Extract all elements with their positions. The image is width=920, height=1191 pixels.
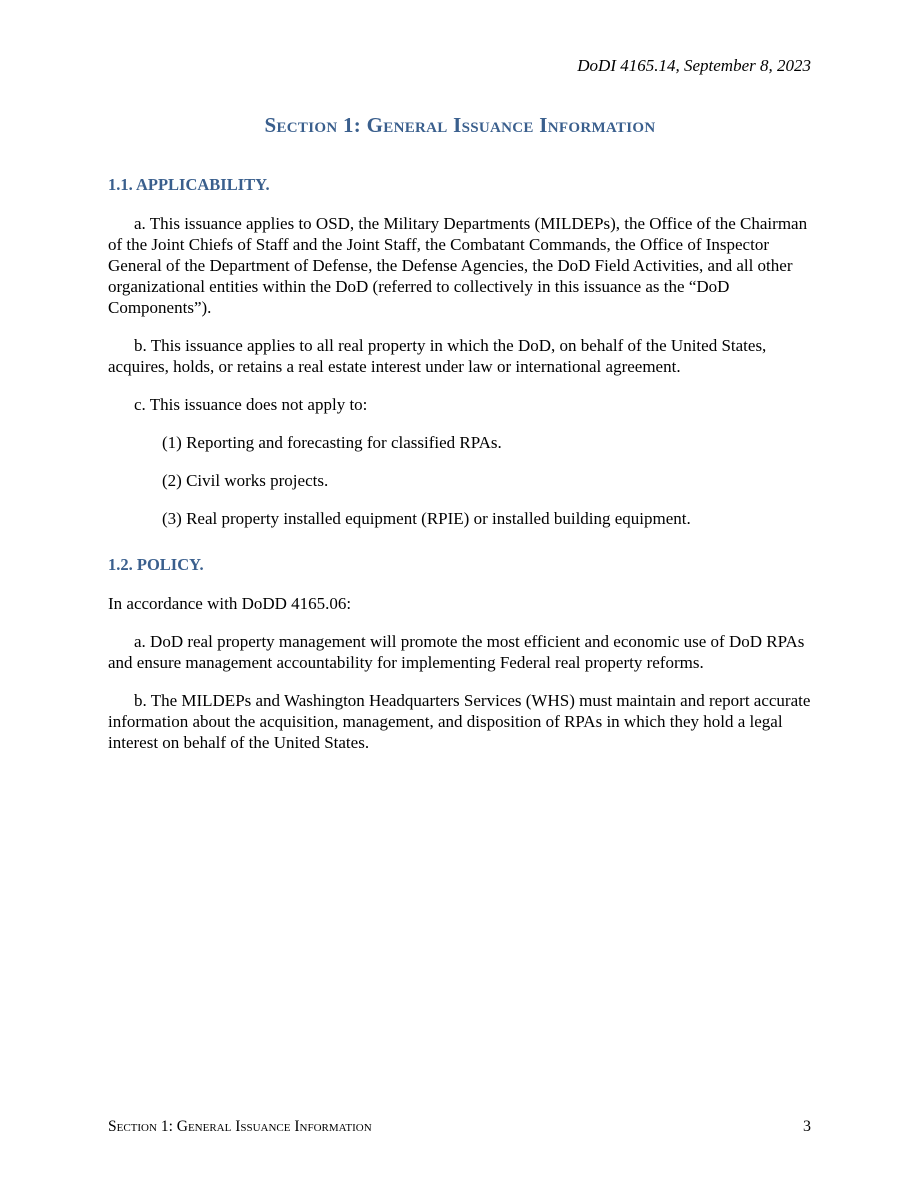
paragraph-applicability-b: b. This issuance applies to all real property in which the DoD, on behalf of the United States, acquires, holds, or retains a real estate interest under law or international agreement. bbox=[108, 336, 767, 376]
document-reference-header: DoDI 4165.14, September 8, 2023 bbox=[577, 56, 811, 75]
section-title: Section 1: General Issuance Information bbox=[264, 113, 656, 137]
page-number: 3 bbox=[803, 1118, 811, 1135]
heading-policy: 1.2. POLICY. bbox=[108, 555, 204, 574]
paragraph-policy-b: b. The MILDEPs and Washington Headquarters Services (WHS) must maintain and report accurate information about the acquisition, management, and disposition of RPAs in which they hold a legal interest on behalf of the United States. bbox=[108, 691, 811, 752]
paragraph-applicability-a: a. This issuance applies to OSD, the Military Departments (MILDEPs), the Office of the Chairman of the Joint Chiefs of Staff and the Joint Staff, the Combatant Commands, the Office of Inspector General of the Department of Defense, the Defense Agencies, the DoD Field Activities, and all other organizational entities within the DoD (referred to collectively in this issuance as the “DoD Components”). bbox=[108, 214, 808, 317]
sub-item-1: (1) Reporting and forecasting for classified RPAs. bbox=[162, 433, 502, 452]
document-body bbox=[108, 174, 818, 770]
paragraph-applicability-c: c. This issuance does not apply to: bbox=[134, 395, 368, 414]
policy-intro: In accordance with DoDD 4165.06: bbox=[108, 594, 352, 613]
sub-item-3: (3) Real property installed equipment (RPIE) or installed building equipment. bbox=[162, 509, 691, 528]
sub-item-2: (2) Civil works projects. bbox=[162, 471, 329, 490]
paragraph-policy-a: a. DoD real property management will promote the most efficient and economic use of DoD RPAs and ensure management accountability for implementing Federal real property reforms. bbox=[108, 632, 805, 672]
footer-section-label: Section 1: General Issuance Information bbox=[108, 1118, 372, 1135]
heading-applicability: 1.1. APPLICABILITY. bbox=[108, 175, 270, 194]
